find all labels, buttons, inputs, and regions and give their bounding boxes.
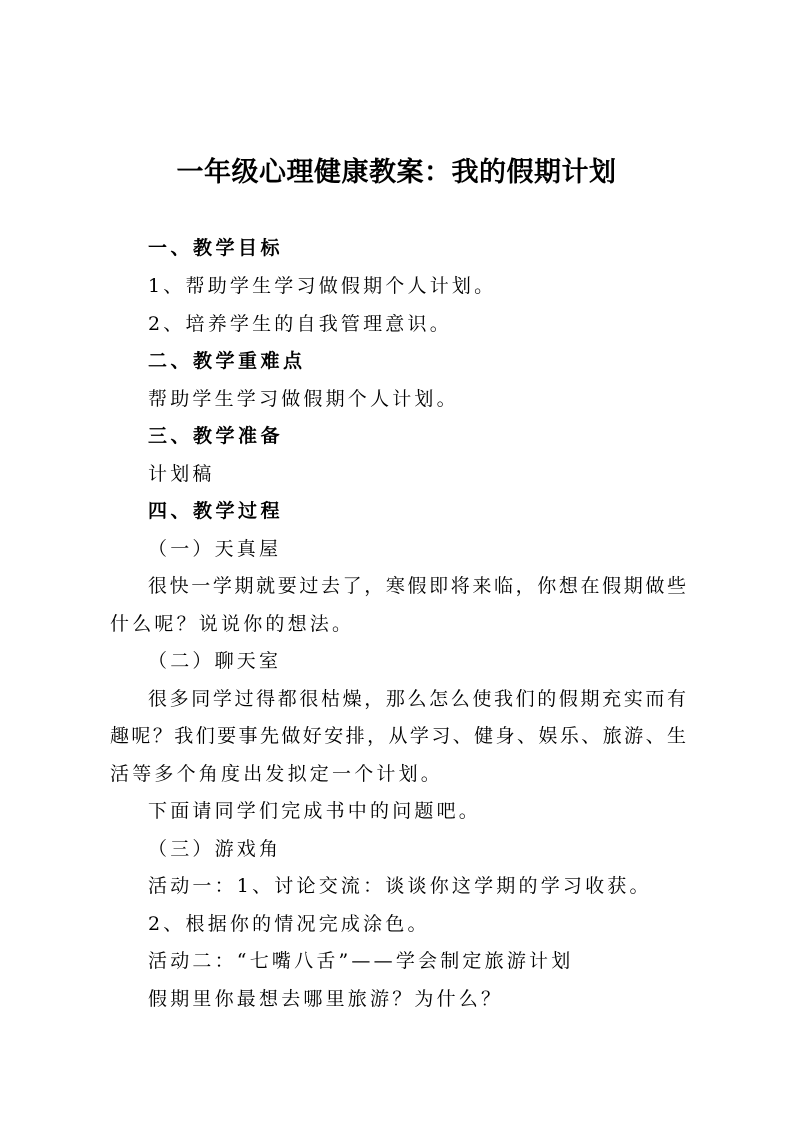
- paragraph-2-line-2: 趣呢？我们要事先做好安排，从学习、健身、娱乐、旅游、生: [110, 725, 688, 747]
- activity-2-line: 活动二：“七嘴八舌”——学会制定旅游计划: [148, 950, 574, 972]
- subsection-heading-1: （一）天真屋: [148, 538, 282, 560]
- section-heading-objectives: 一、教学目标: [148, 237, 284, 259]
- paragraph-2-line-4: 下面请同学们完成书中的问题吧。: [148, 800, 482, 822]
- subsection-heading-2: （二）聊天室: [148, 650, 282, 672]
- activity-1-line: 活动一：1、讨论交流：谈谈你这学期的学习收获。: [148, 875, 652, 897]
- document-title: 一年级心理健康教案：我的假期计划: [176, 157, 617, 188]
- preparation-text: 计划稿: [148, 463, 215, 485]
- objective-item-1: 1、帮助学生学习做假期个人计划。: [148, 275, 497, 297]
- section-heading-preparation: 三、教学准备: [148, 425, 284, 447]
- section-heading-key-points: 二、教学重难点: [148, 350, 306, 372]
- activity-1-step-2: 2、根据你的情况完成涂色。: [148, 913, 430, 935]
- section-heading-process: 四、教学过程: [148, 500, 284, 522]
- subsection-heading-3: （三）游戏角: [148, 838, 282, 860]
- key-points-text: 帮助学生学习做假期个人计划。: [148, 388, 459, 410]
- paragraph-2-line-1: 很多同学过得都很枯燥，那么怎么使我们的假期充实而有: [148, 688, 688, 710]
- paragraph-1-line-1: 很快一学期就要过去了，寒假即将来临，你想在假期做些: [148, 575, 688, 597]
- activity-2-question: 假期里你最想去哪里旅游？为什么？: [148, 988, 504, 1010]
- objective-item-2: 2、培养学生的自我管理意识。: [148, 313, 452, 335]
- paragraph-1-line-2: 什么呢？说说你的想法。: [110, 613, 355, 635]
- paragraph-2-line-3: 活等多个角度出发拟定一个计划。: [110, 763, 444, 785]
